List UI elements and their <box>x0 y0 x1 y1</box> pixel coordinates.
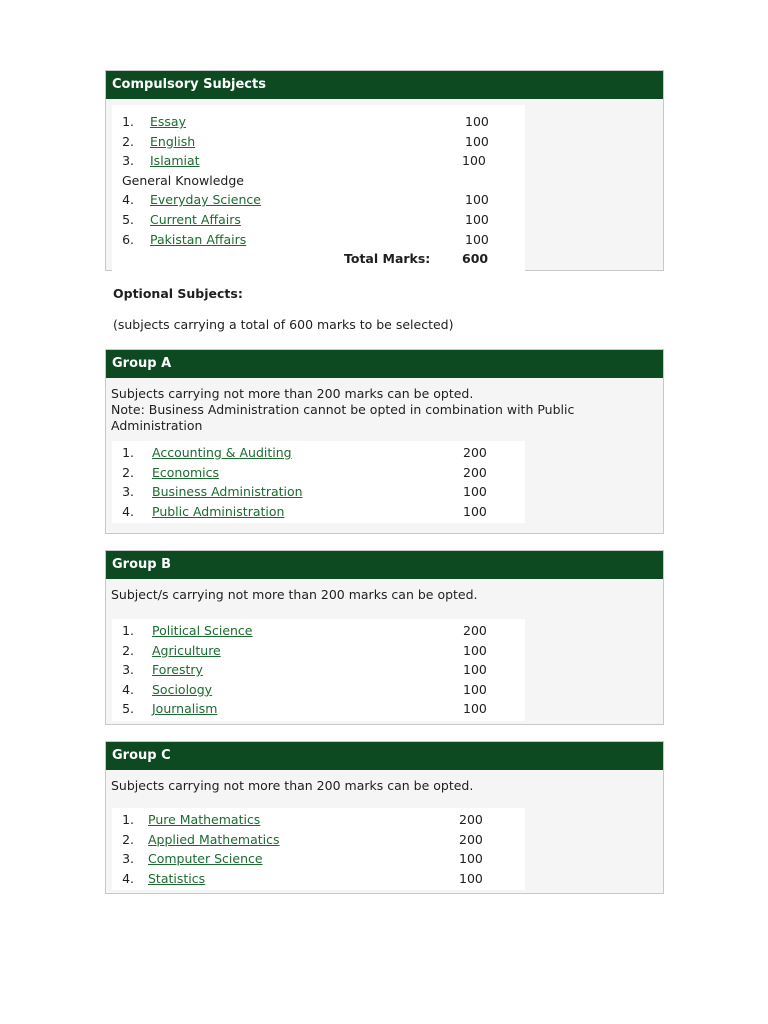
compulsory-subjects-panel <box>105 70 664 271</box>
table-row <box>112 641 525 661</box>
general-knowledge-label: General Knowledge <box>122 172 244 188</box>
table-row <box>112 502 525 522</box>
subject-link-computer-science[interactable]: Computer Science <box>148 851 263 867</box>
subject-link-public-administration[interactable]: Public Administration <box>152 503 285 519</box>
panel-header: Group C <box>106 742 663 770</box>
table-row <box>112 151 525 171</box>
subject-link-business-administration[interactable]: Business Administration <box>152 484 303 500</box>
optional-subjects-title: Optional Subjects: <box>113 286 243 301</box>
row-number: 1. <box>122 812 134 827</box>
table-row <box>112 849 525 869</box>
row-number: 3. <box>122 484 134 500</box>
panel-header: Compulsory Subjects <box>106 71 663 99</box>
marks-value: 100 <box>465 192 489 208</box>
row-number: 4. <box>122 681 134 697</box>
panel-header: Group A <box>106 350 663 378</box>
group-b-table <box>112 619 525 721</box>
marks-value: 200 <box>459 812 483 827</box>
marks-value: 100 <box>465 211 489 227</box>
row-number: 2. <box>122 642 134 658</box>
table-row <box>112 230 525 250</box>
subject-link-economics[interactable]: Economics <box>152 464 220 480</box>
total-row <box>112 249 525 269</box>
table-row <box>112 210 525 230</box>
subject-link-journalism[interactable]: Journalism <box>152 701 218 717</box>
total-marks-label: Total Marks: <box>344 251 431 267</box>
table-row <box>112 132 525 152</box>
subject-link-sociology[interactable]: Sociology <box>152 681 213 697</box>
table-row <box>112 112 525 132</box>
group-c-table <box>112 808 525 890</box>
group-b-panel <box>105 550 664 725</box>
subject-link-islamiat[interactable]: Islamiat <box>150 153 200 169</box>
group-a-panel <box>105 349 664 534</box>
row-number: 3. <box>122 153 134 169</box>
table-row <box>112 190 525 210</box>
marks-value: 100 <box>465 133 489 149</box>
subject-link-english[interactable]: English <box>150 133 196 149</box>
subject-link-agriculture[interactable]: Agriculture <box>152 642 221 658</box>
table-row <box>112 869 525 889</box>
marks-value: 100 <box>463 662 487 678</box>
row-number: 2. <box>122 831 134 847</box>
marks-value: 200 <box>463 445 487 460</box>
marks-value: 200 <box>459 831 483 847</box>
group-note: Subjects carrying not more than 200 marks can be opted. <box>111 386 474 401</box>
table-row <box>112 482 525 502</box>
row-number: 4. <box>122 503 134 519</box>
group-a-table <box>112 441 525 523</box>
row-number: 1. <box>122 114 134 129</box>
table-row <box>112 699 525 719</box>
subject-link-statistics[interactable]: Statistics <box>148 870 206 886</box>
group-note: Subject/s carrying not more than 200 marks can be opted. <box>111 587 478 602</box>
marks-value: 200 <box>463 623 487 638</box>
total-marks-value: 600 <box>462 251 489 267</box>
subject-link-essay[interactable]: Essay <box>150 114 186 129</box>
row-number: 4. <box>122 192 134 208</box>
subject-link-applied-mathematics[interactable]: Applied Mathematics <box>148 831 280 847</box>
marks-value: 100 <box>463 503 487 519</box>
row-number: 1. <box>122 445 134 460</box>
row-number: 2. <box>122 133 134 149</box>
table-row <box>112 660 525 680</box>
row-number: 5. <box>122 701 134 717</box>
row-number: 1. <box>122 623 134 638</box>
subject-link-pakistan-affairs[interactable]: Pakistan Affairs <box>150 231 247 247</box>
row-number: 3. <box>122 851 134 867</box>
table-row <box>112 830 525 850</box>
group-note-business-admin: Note: Business Administration cannot be opted in combination with Public Administration <box>111 402 575 433</box>
row-number: 4. <box>122 870 134 886</box>
panel-header: Group B <box>106 551 663 579</box>
marks-value: 100 <box>459 870 483 886</box>
row-number: 2. <box>122 464 134 480</box>
marks-value: 100 <box>459 851 483 867</box>
table-row <box>112 621 525 641</box>
optional-subjects-subtitle: (subjects carrying a total of 600 marks to be selected) <box>113 317 454 332</box>
subject-link-current-affairs[interactable]: Current Affairs <box>150 211 241 227</box>
subject-link-pure-mathematics[interactable]: Pure Mathematics <box>148 812 261 827</box>
table-row <box>112 680 525 700</box>
marks-value: 100 <box>465 114 489 129</box>
marks-value: 100 <box>465 231 489 247</box>
subject-link-everyday-science[interactable]: Everyday Science <box>150 192 261 208</box>
row-number: 3. <box>122 662 134 678</box>
group-note: Subjects carrying not more than 200 marks can be opted. <box>111 778 474 793</box>
marks-value: 100 <box>463 484 487 500</box>
marks-value: 100 <box>463 642 487 658</box>
marks-value: 100 <box>462 153 486 169</box>
table-row <box>112 443 525 463</box>
compulsory-table <box>112 105 525 271</box>
group-c-panel <box>105 741 664 894</box>
subject-link-accounting-auditing[interactable]: Accounting & Auditing <box>152 445 292 460</box>
row-number: 5. <box>122 211 134 227</box>
subject-link-political-science[interactable]: Political Science <box>152 623 253 638</box>
table-row <box>112 810 525 830</box>
row-number: 6. <box>122 231 134 247</box>
subject-link-forestry[interactable]: Forestry <box>152 662 203 678</box>
table-row <box>112 463 525 483</box>
marks-value: 100 <box>463 701 487 717</box>
marks-value: 200 <box>463 464 487 480</box>
marks-value: 100 <box>463 681 487 697</box>
